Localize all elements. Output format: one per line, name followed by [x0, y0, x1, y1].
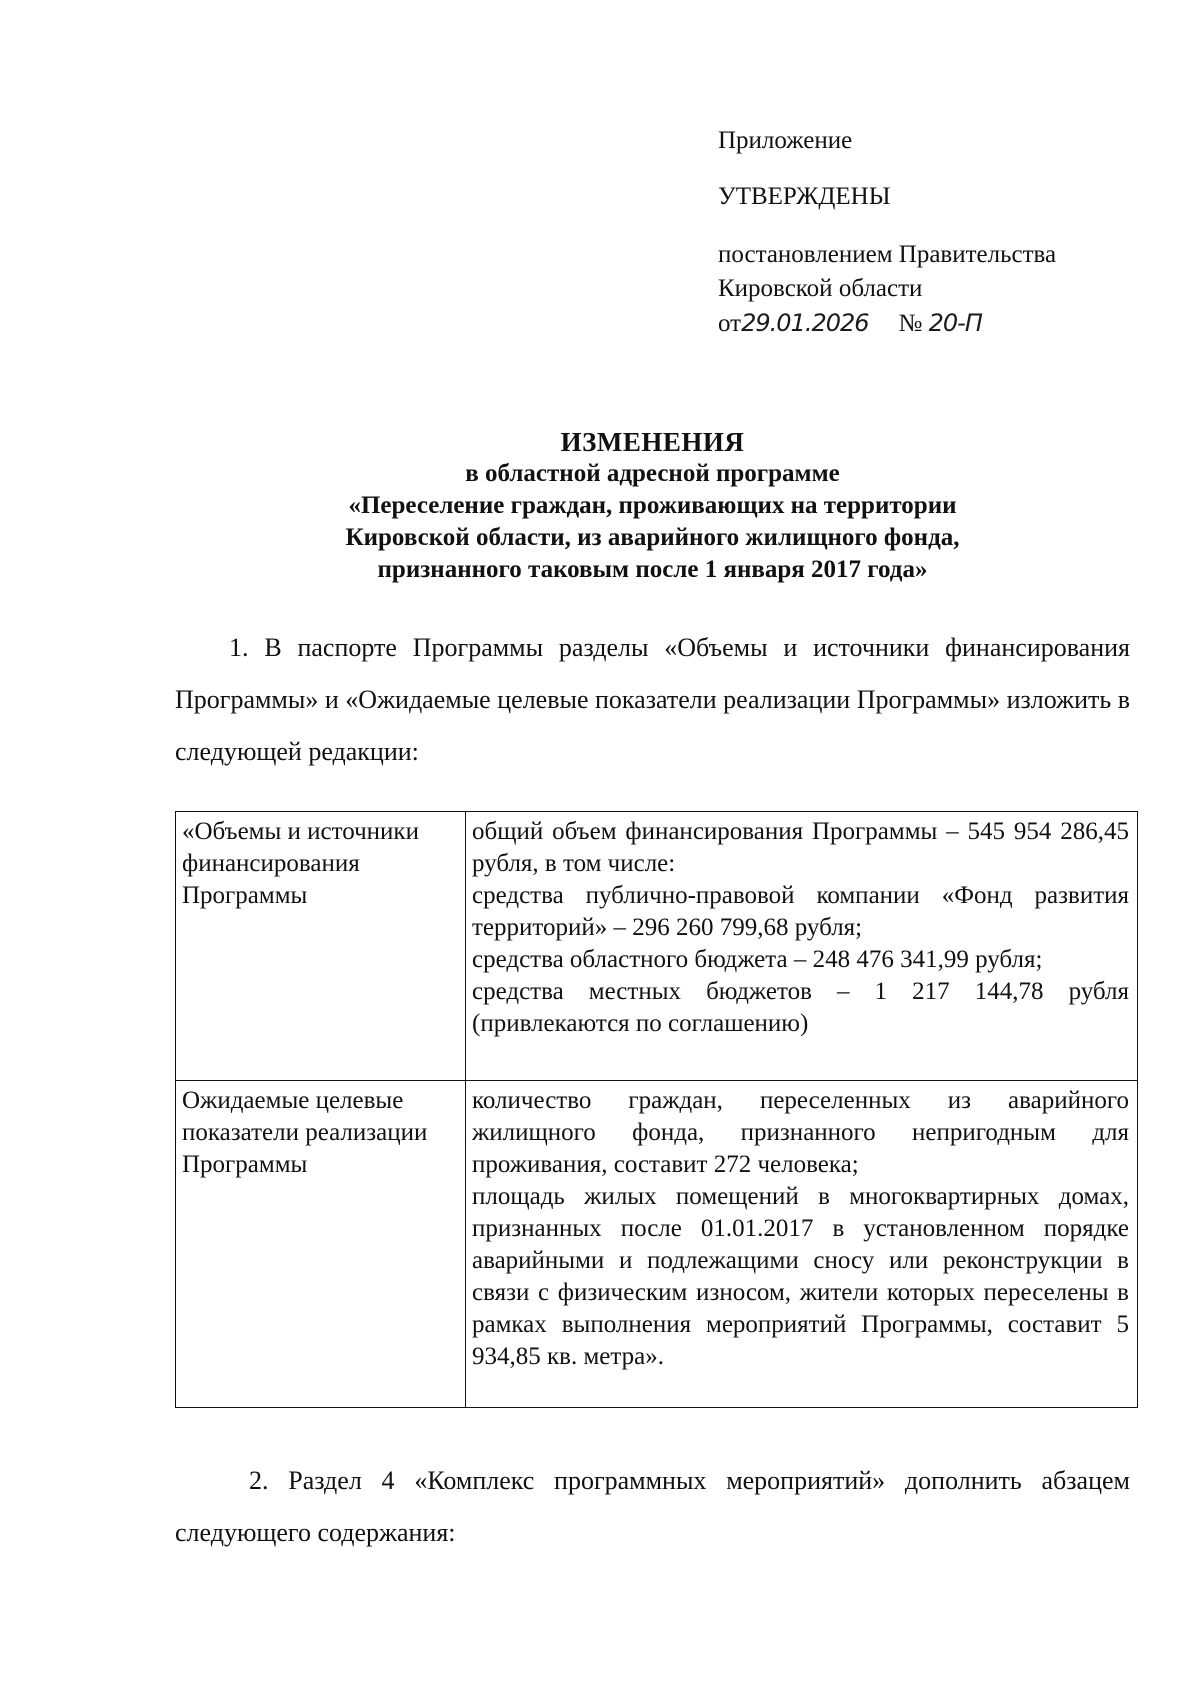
- row-content-line: количество граждан, переселенных из аварийного жилищного фонда, признанного непригодным для проживания, составит 272 человека;: [472, 1087, 1129, 1178]
- table-cell-content: [466, 1081, 1138, 1408]
- decree-date-number: [718, 306, 1138, 341]
- paragraph-2: 2. Раздел 4 «Комплекс программных мероприятий» дополнить абзацем следующего содержания:: [175, 1466, 1130, 1547]
- title-line-4: Кировской области, из аварийного жилищного фонда,: [345, 524, 960, 551]
- title-main: ИЗМЕНЕНИЯ: [560, 427, 745, 457]
- decree-line-2: Кировской области: [718, 275, 923, 302]
- row-content-line: средства публично-правовой компании «Фонд развития территорий» – 296 260 799,68 рубля;: [472, 882, 1129, 941]
- title-line-2: в областной адресной программе: [465, 460, 840, 487]
- table-row: [176, 1081, 1138, 1408]
- handwritten-date: 29.01.2026: [741, 309, 869, 337]
- row-label: Ожидаемые целевые показатели реализации Программы: [182, 1087, 428, 1178]
- program-passport-table: [175, 811, 1138, 1408]
- handwritten-number: 20-П: [928, 309, 982, 337]
- appendix-label: Приложение: [718, 127, 853, 154]
- approval-block: [718, 124, 1138, 341]
- decree-line-1: постановлением Правительства: [718, 241, 1057, 268]
- row-label: «Объемы и источники финансирования Программы: [182, 818, 419, 909]
- table-cell-label: [176, 1081, 466, 1408]
- table-cell-label: [176, 812, 466, 1081]
- table-row: [176, 812, 1138, 1081]
- date-prefix: от: [718, 310, 742, 337]
- row-content-line: средства областного бюджета – 248 476 341,99 рубля;: [472, 946, 1043, 973]
- table-cell-content: [466, 812, 1138, 1081]
- row-content-line: общий объем финансирования Программы – 545 954 286,45 рубля, в том числе:: [472, 818, 1129, 877]
- title-line-5: признанного таковым после 1 января 2017 года»: [377, 556, 928, 583]
- title-line-3: «Переселение граждан, проживающих на территории: [348, 492, 957, 519]
- paragraph-1: 1. В паспорте Программы разделы «Объемы и источники финансирования Программы» и «Ожидаемые целевые показатели реализации Программы» изложить в следующей редакции:: [175, 633, 1130, 766]
- approved-label: УТВЕРЖДЕНЫ: [718, 183, 891, 210]
- row-content-line: площадь жилых помещений в многоквартирных домах, признанных после 01.01.2017 в установленном порядке аварийными и подлежащими сносу или реконструкции в связи с физическим износом, жители которых переселены в рамках выполнения мероприятий Программы, составит 5 934,85 кв. метра».: [472, 1183, 1129, 1370]
- document-title: [175, 426, 1130, 586]
- row-content-line: средства местных бюджетов – 1 217 144,78 рубля (привлекаются по соглашению): [472, 978, 1129, 1037]
- number-prefix: №: [898, 310, 923, 337]
